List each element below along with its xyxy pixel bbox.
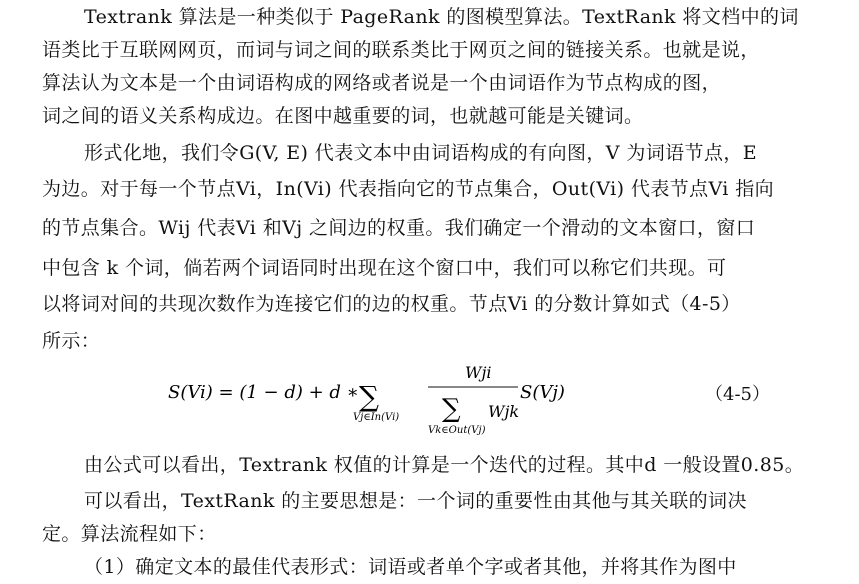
paragraph-2-line-4: 中包含 k 个词，倘若两个词语同时出现在这个窗口中，我们可以称它们共现。可 <box>42 257 727 279</box>
numerator: Wji <box>465 363 492 382</box>
equation-number: （4-5） <box>705 384 770 405</box>
paragraph-1-line-3: 算法认为文本是一个由词语构成的网络或者说是一个由词语作为节点构成的图， <box>42 72 722 94</box>
summation-outer-icon: ∑ <box>359 380 379 413</box>
formula-rhs: S(Vj) <box>520 382 565 403</box>
paragraph-1-line-1: Textrank 算法是一种类似于 PageRank 的图模型算法。TextRank 将文档中的词 <box>84 6 799 28</box>
paragraph-2-line-3: 的节点集合。Wij 代表Vi 和Vj 之间边的权重。我们确定一个滑动的文本窗口，窗口 <box>42 217 756 239</box>
paragraph-2-line-1: 形式化地，我们令G(V, E) 代表文本中由词语构成的有向图，V 为词语节点，E <box>84 142 758 164</box>
denominator: Wjk <box>488 402 520 421</box>
paragraph-3: 由公式可以看出，Textrank 权值的计算是一个迭代的过程。其中d 一般设置0.85。 <box>84 454 805 476</box>
paragraph-1-line-4: 词之间的语义关系构成边。在图中越重要的词，也就越可能是关键词。 <box>42 105 644 127</box>
paragraph-2-line-5: 以将词对间的共现次数作为连接它们的边的权重。节点Vi 的分数计算如式（4-5） <box>42 293 741 315</box>
formula-4-5 <box>168 362 768 442</box>
paragraph-2-line-6: 所示： <box>42 330 101 352</box>
paragraph-1-line-2: 语类比于互联网网页，而词与词之间的联系类比于网页之间的链接关系。也就是说， <box>42 39 760 61</box>
paragraph-4-line-2: 定。算法流程如下： <box>42 523 217 545</box>
summation-inner-icon: ∑ <box>442 394 461 424</box>
paragraph-4-line-1: 可以看出，TextRank 的主要思想是：一个词的重要性由其他与其关联的词决 <box>84 490 747 512</box>
paragraph-5-line-1: （1）确定文本的最佳代表形式：词语或者单个字或者其他，并将其作为图中 <box>84 556 737 578</box>
formula-svg <box>168 362 768 442</box>
sum-sub-outer: Vj∈In(Vi) <box>353 412 400 423</box>
formula-lhs: S(Vi) = (1 − d) + d ∗ <box>168 382 359 403</box>
paragraph-2-line-2: 为边。对于每一个节点Vi，In(Vi) 代表指向它的节点集合，Out(Vi) 代表节点Vi 指向 <box>42 178 775 200</box>
sum-sub-inner: Vk∈Out(Vj) <box>428 425 486 436</box>
